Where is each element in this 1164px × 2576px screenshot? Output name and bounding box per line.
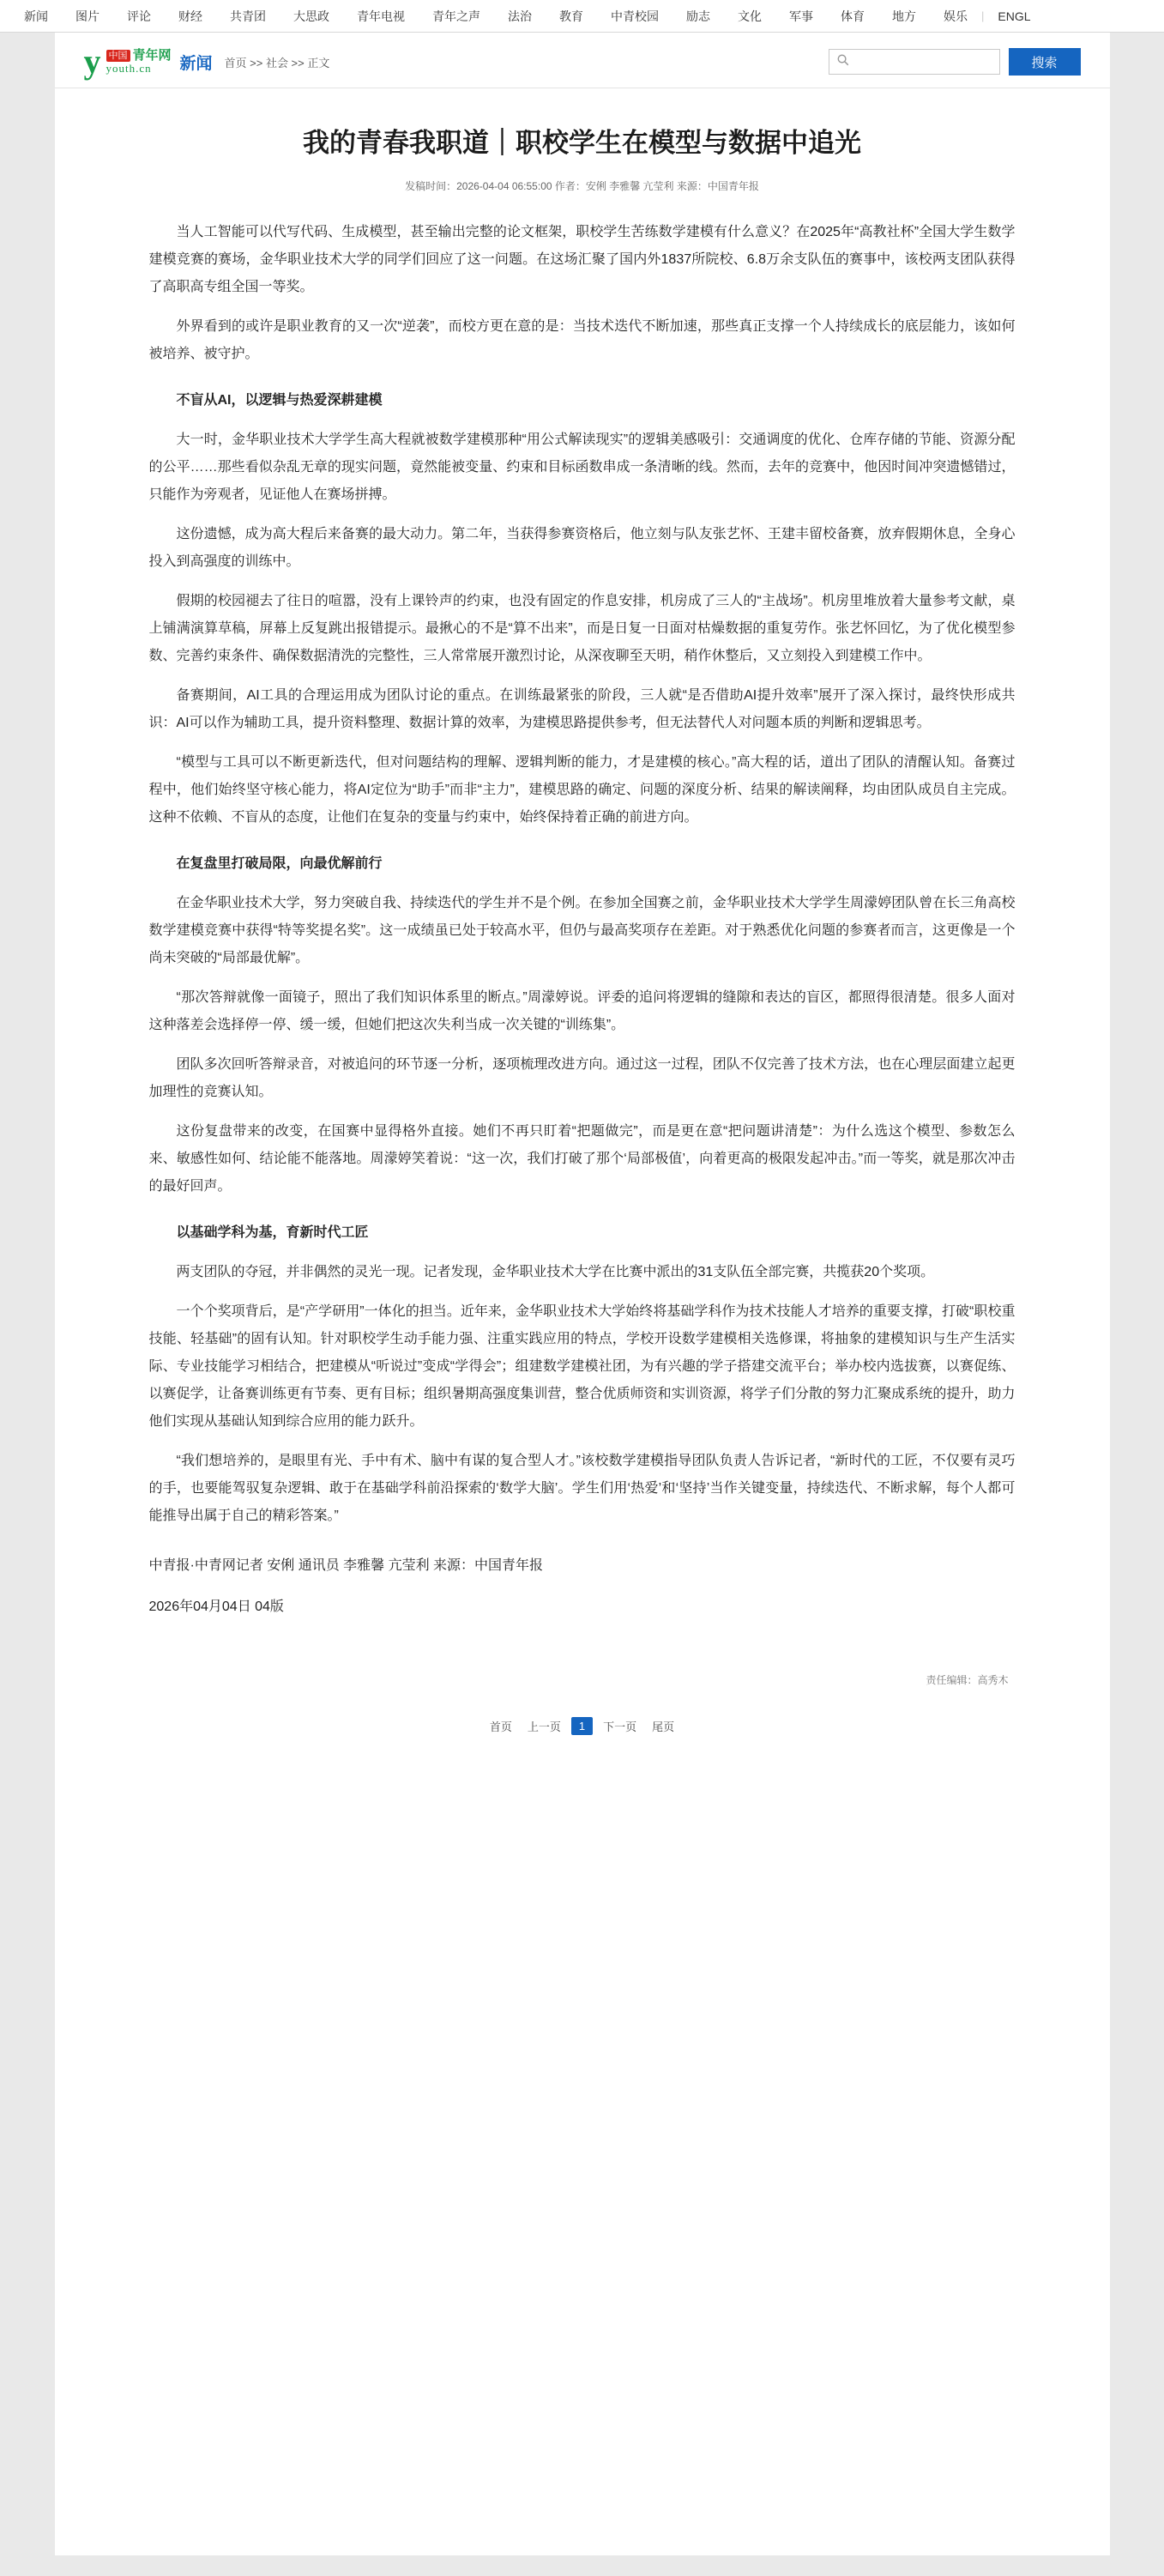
nav-item-entertainment[interactable]: 娱乐 bbox=[944, 9, 968, 23]
article-editor: 责任编辑：高秀木 bbox=[926, 1673, 1009, 1686]
nav-item-finance[interactable]: 财经 bbox=[178, 9, 202, 23]
masthead bbox=[55, 33, 1110, 88]
paragraph: 大一时，金华职业技术大学学生高大程就被数学建模那种“用公式解读现实”的逻辑美感吸引：交通调度的优化、仓库存储的节能、资源分配的公平……那些看似杂乱无章的现实问题，竟然能被变量、约束和目标函数串成一条清晰的线。然而，去年的竞赛中，他因时间冲突遗憾错过，只能作为旁观者，见证他人在赛场拼搏。 bbox=[148, 432, 1016, 502]
nav-item-culture[interactable]: 文化 bbox=[738, 9, 762, 23]
nav-item-youth-voice[interactable]: 青年之声 bbox=[432, 9, 480, 23]
logo-cn-row bbox=[106, 49, 172, 63]
site-logo[interactable] bbox=[83, 42, 172, 81]
logo-badge: 中国 bbox=[106, 50, 130, 62]
paragraph: “模型与工具可以不断更新迭代，但对问题结构的理解、逻辑判断的能力，才是建模的核心。”高大程的话，道出了团队的清醒认知。备赛过程中，他们始终坚守核心能力，将AI定位为“助手”而非“主力”，建模思路的确定、问题的深度分析、结果的解读阐释，均由团队成员自主完成。这种不依赖、不盲从的态度，让他们在复杂的变量与约束中，始终保持着正确的前进方向。 bbox=[148, 754, 1016, 825]
paragraph: 这份遗憾，成为高大程后来备赛的最大动力。第二年，当获得参赛资格后，他立刻与队友张艺怀、王建丰留校备赛，放弃假期休息，全身心投入到高强度的训练中。 bbox=[148, 526, 1016, 569]
site-section-label: 新闻 bbox=[179, 54, 213, 73]
search-input[interactable] bbox=[854, 55, 992, 70]
logo-text-group bbox=[106, 49, 172, 76]
logo-y-mark: y bbox=[83, 42, 101, 81]
article-body bbox=[149, 219, 1016, 1530]
search-button[interactable]: 搜索 bbox=[1009, 48, 1081, 76]
paragraph: 这份复盘带来的改变，在国赛中显得格外直接。她们不再只盯着“把题做完”，而是更在意“把问题讲清楚”：为什么选这个模型、参数怎么来、敏感性如何、结论能不能落地。周濛婷笑着说：“这一次，我们打破了那个‘局部极值’，向着更高的极限发起冲击。”而一等奖，就是那次冲击的最好回声。 bbox=[148, 1123, 1016, 1194]
search-box[interactable] bbox=[829, 49, 1000, 75]
paragraph: 在金华职业技术大学，努力突破自我、持续迭代的学生并不是个例。在参加全国赛之前，金华职业技术大学学生周濛婷团队曾在长三角高校数学建模竞赛中获得“特等奖提名奖”。这一成绩虽已处于较高水平，但仍与最高奖项存在差距。对于熟悉优化问题的参赛者而言，这更像是一个尚未突破的“局部最优解”。 bbox=[148, 895, 1016, 965]
paragraph: 假期的校园褪去了往日的喧嚣，没有上课铃声的约束，也没有固定的作息安排，机房成了三人的“主战场”。机房里堆放着大量参考文献，桌上铺满演算草稿，屏幕上反复跳出报错提示。最揪心的不是“算不出来”，而是日复一日面对枯燥数据的重复劳作。张艺怀回忆，为了优化模型参数、完善约束条件、确保数据清洗的完整性，三人常常展开激烈讨论，从深夜聊至天明，稍作休整后，又立刻投入到建模工作中。 bbox=[148, 593, 1016, 663]
nav-item-english[interactable]: ENGL bbox=[998, 9, 1031, 23]
section-subheading: 在复盘里打破局限，向最优解前行 bbox=[176, 856, 383, 871]
page-title: 我的青春我职道｜职校学生在模型与数据中追光 bbox=[303, 128, 861, 158]
nav-item-local[interactable]: 地方 bbox=[892, 9, 916, 23]
pager-first[interactable]: 首页 bbox=[489, 1720, 512, 1733]
article-publication-date: 2026年04月04日 04版 bbox=[148, 1599, 284, 1614]
search-area bbox=[829, 48, 1081, 76]
paragraph: 备赛期间，AI工具的合理运用成为团队讨论的重点。在训练最紧张的阶段，三人就“是否借助AI提升效率”展开了深入探讨，最终快形成共识：AI可以作为辅助工具，提升资料整理、数据计算的效率，为建模思路提供参考，但无法替代人对问题本质的判断和逻辑思考。 bbox=[148, 687, 1016, 730]
pagination bbox=[149, 1716, 1016, 1736]
paragraph: 外界看到的或许是职业教育的又一次“逆袭”，而校方更在意的是：当技术迭代不断加速，那些真正支撑一个人持续成长的底层能力，该如何被培养、被守护。 bbox=[148, 318, 1016, 361]
nav-item-comment[interactable]: 评论 bbox=[127, 9, 151, 23]
section-subheading: 不盲从AI，以逻辑与热爱深耕建模 bbox=[176, 392, 383, 408]
paragraph: 两支团队的夺冠，并非偶然的灵光一现。记者发现，金华职业技术大学在比赛中派出的31支队伍全部完赛，共揽获20个奖项。 bbox=[176, 1264, 935, 1279]
nav-item-sports[interactable]: 体育 bbox=[841, 9, 865, 23]
content-shell bbox=[55, 33, 1110, 2555]
article bbox=[55, 88, 1110, 1736]
paragraph: 团队多次回听答辩录音，对被追问的环节逐一分析，逐项梳理改进方向。通过这一过程，团队不仅完善了技术方法，也在心理层面建立起更加理性的竞赛认知。 bbox=[148, 1056, 1016, 1099]
pager-current-page: 1 bbox=[571, 1717, 593, 1735]
section-subheading: 以基础学科为基，育新时代工匠 bbox=[176, 1225, 369, 1240]
nav-item-news[interactable]: 新闻 bbox=[24, 9, 48, 23]
nav-item-photos[interactable]: 图片 bbox=[75, 9, 100, 23]
nav-item-ideology[interactable]: 大思政 bbox=[293, 9, 329, 23]
nav-item-campus[interactable]: 中青校园 bbox=[611, 9, 659, 23]
nav-item-youth-tv[interactable]: 青年电视 bbox=[357, 9, 405, 23]
nav-item-league[interactable]: 共青团 bbox=[230, 9, 266, 23]
logo-pinyin: youth.cn bbox=[106, 62, 152, 76]
article-signature: 中青报·中青网记者 安俐 通讯员 李雅馨 亢莹利 来源：中国青年报 bbox=[148, 1557, 544, 1573]
pager-prev[interactable]: 上一页 bbox=[527, 1720, 561, 1733]
nav-item-military[interactable]: 军事 bbox=[789, 9, 813, 23]
pager-last[interactable]: 尾页 bbox=[652, 1720, 675, 1733]
nav-item-law[interactable]: 法治 bbox=[508, 9, 532, 23]
paragraph: 一个个奖项背后，是“产学研用”一体化的担当。近年来，金华职业技术大学始终将基础学科作为技术技能人才培养的重要支撑，打破“职校重技能、轻基础”的固有认知。针对职校学生动手能力强、注重实践应用的特点，学校开设数学建模相关选修课，将抽象的建模知识与生产生活实际、专业技能学习相结合，把建模从“听说过”变成“学得会”；组建数学建模社团，为有兴趣的学子搭建交流平台；举办校内选拔赛，以赛促练、以赛促学，让备赛训练更有节奏、更有目标；组织暑期高强度集训营，整合优质师资和实训资源，将学子们分散的努力汇聚成系统的提升，助力他们实现从基础认知到综合应用的能力跃升。 bbox=[148, 1303, 1016, 1429]
article-meta: 发稿时间：2026-04-04 06:55:00 作者：安俐 李雅馨 亢莹利 来源：中国青年报 bbox=[405, 179, 759, 192]
paragraph: 当人工智能可以代写代码、生成模型，甚至输出完整的论文框架，职校学生苦练数学建模有什么意义？在2025年“高教社杯”全国大学生数学建模竞赛的赛场，金华职业技术大学的同学们回应了这一问题。在这场汇聚了国内外1837所院校、6.8万余支队伍的赛事中，该校两支团队获得了高职高专组全国一等奖。 bbox=[148, 224, 1016, 294]
nav-item-education[interactable]: 教育 bbox=[559, 9, 583, 23]
nav-item-inspiration[interactable]: 励志 bbox=[686, 9, 710, 23]
nav-separator: | bbox=[981, 9, 985, 22]
top-navigation-bar bbox=[0, 0, 1164, 33]
search-icon bbox=[836, 53, 849, 70]
logo-cn-name: 青年网 bbox=[132, 47, 172, 63]
paragraph: “我们想培养的，是眼里有光、手中有术、脑中有谋的复合型人才。”该校数学建模指导团队负责人告诉记者，“新时代的工匠，不仅要有灵巧的手，也要能驾驭复杂逻辑、敢于在基础学科前沿探索的‘数学大脑’。学生们用‘热爱’和‘坚持’当作关键变量，持续迭代、不断求解，每个人都可能推导出属于自己的精彩答案。” bbox=[148, 1453, 1016, 1523]
top-navigation-items bbox=[10, 0, 1154, 33]
breadcrumb[interactable]: 首页 >> 社会 >> 正文 bbox=[224, 56, 330, 70]
pager-next[interactable]: 下一页 bbox=[603, 1720, 637, 1733]
paragraph: “那次答辩就像一面镜子，照出了我们知识体系里的断点。”周濛婷说。评委的追问将逻辑的缝隙和表达的盲区，都照得很清楚。很多人面对这种落差会选择停一停、缓一缓，但她们把这次失利当成一次关键的“训练集”。 bbox=[148, 989, 1016, 1032]
